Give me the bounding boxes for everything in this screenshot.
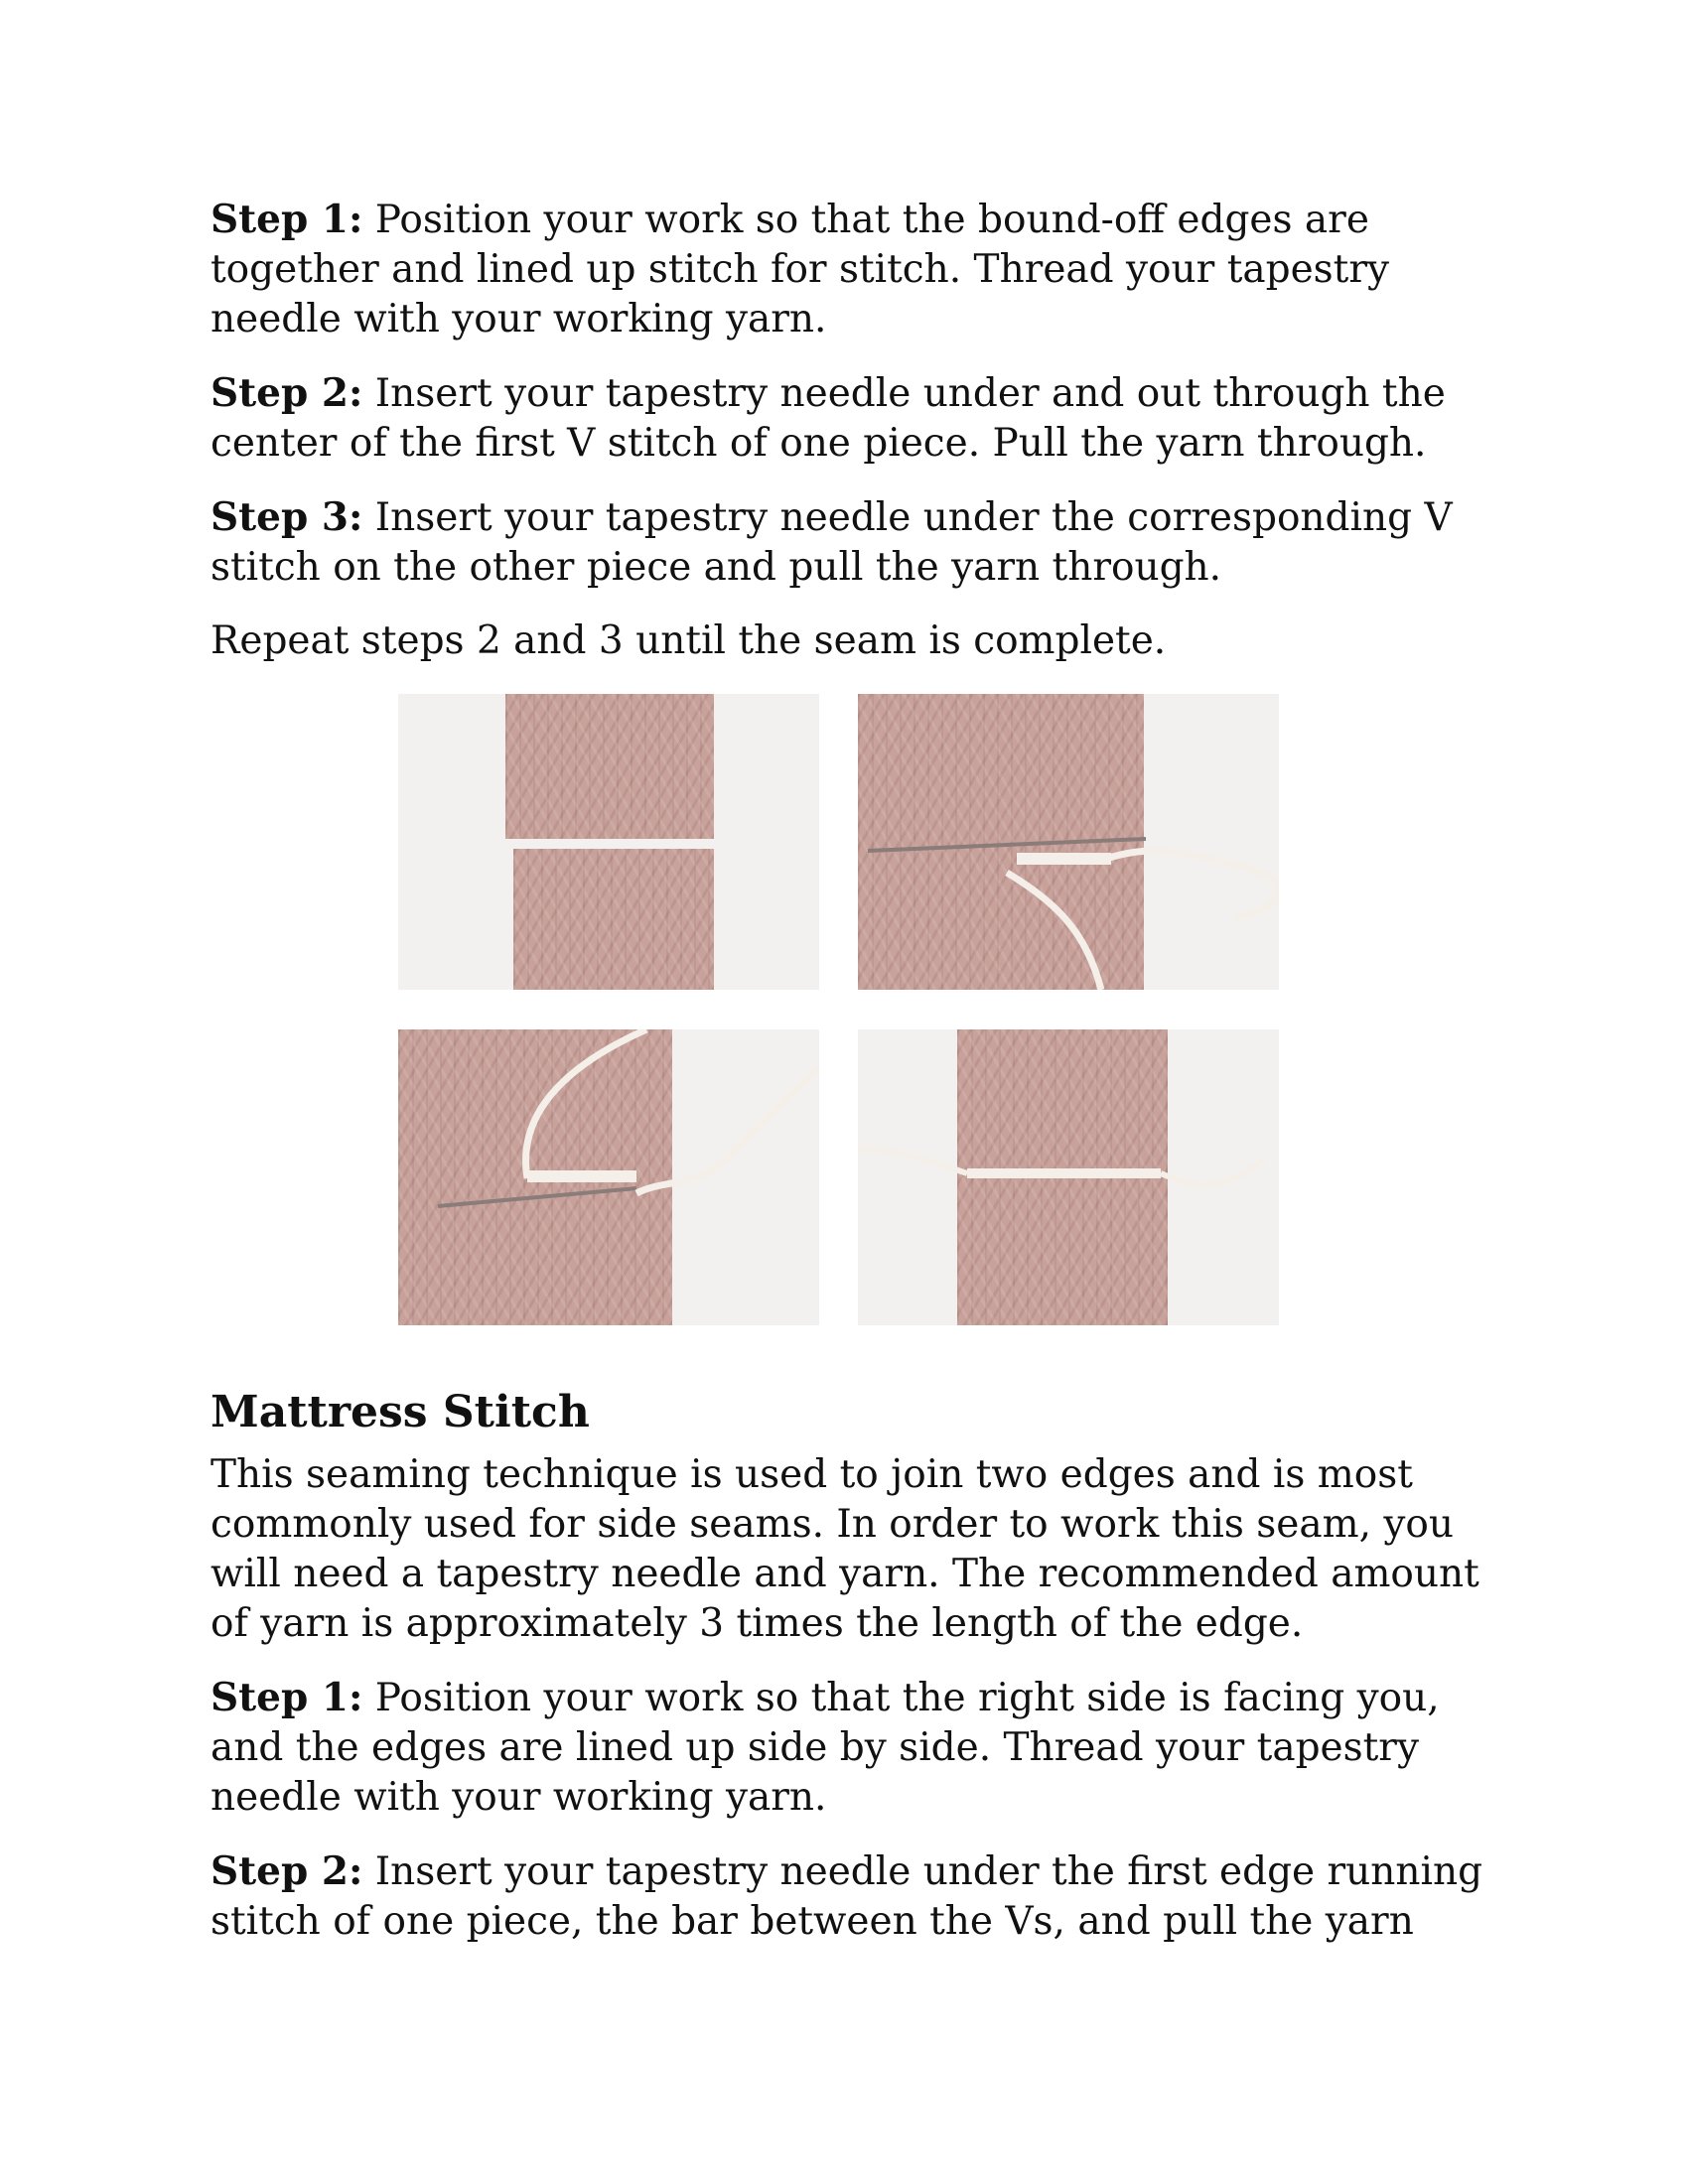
tapestry-needle [438, 1188, 636, 1206]
seam-stitches [1017, 853, 1111, 865]
tapestry-needle [868, 839, 1146, 851]
yarn-tail-right [1161, 1159, 1265, 1184]
photo-second-stitch [398, 1029, 819, 1325]
page-content [211, 195, 1491, 1971]
seam-stitches [967, 1168, 1161, 1178]
step-text: Insert your tapestry needle under the corresponding V stitch on the other piece and pull the yarn through. [211, 495, 1453, 590]
step-2-paragraph [211, 1846, 1491, 1947]
step-1-paragraph [211, 1673, 1491, 1823]
yarn-drawing [858, 1029, 1279, 1325]
step-label: Step 1: [211, 197, 363, 242]
step-text: Position your work so that the right side is facing you, and the edges are lined up side by side. Thread your tapestry needle with your working yarn. [211, 1676, 1440, 1820]
photo-completed-seam [858, 1029, 1279, 1325]
intro-paragraph: This seaming technique is used to join two edges and is most commonly used for side seams. In order to work this seam, you will need a tapestry needle and yarn. The recommended amount of yarn is approximately 3 times the length of the edge. [211, 1452, 1479, 1646]
repeat-note: Repeat steps 2 and 3 until the seam is complete. [211, 618, 1167, 663]
step-text: Position your work so that the bound-off edges are together and lined up stitch for stitch. Thread your tapestry needle with your working yarn. [211, 198, 1390, 341]
yarn-and-needle-drawing [398, 1029, 819, 1325]
working-yarn [1106, 851, 1279, 917]
step-label: Step 3: [211, 494, 363, 540]
step-label: Step 2: [211, 1848, 363, 1894]
knit-swatch-top [505, 694, 714, 839]
yarn-tail [1007, 873, 1101, 990]
section-heading: Mattress Stitch [211, 1387, 590, 1437]
step-3-paragraph [211, 492, 1491, 593]
seaming-photo-grid [398, 694, 1240, 1325]
yarn-tail-left [858, 1149, 967, 1173]
yarn-and-needle-drawing [858, 694, 1279, 990]
photo-first-stitch [858, 694, 1279, 990]
step-1-paragraph [211, 195, 1491, 344]
yarn-tail [526, 1029, 647, 1178]
step-text: Insert your tapestry needle under the first edge running stitch of one piece, the bar between the Vs, and pull the yarn [211, 1849, 1483, 1944]
seam-stitches [527, 1170, 636, 1182]
step-label: Step 2: [211, 370, 363, 416]
step-text: Insert your tapestry needle under and out through the center of the first V stitch of one piece. Pull the yarn through. [211, 371, 1446, 466]
step-label: Step 1: [211, 1675, 363, 1720]
knit-swatch-bottom [513, 849, 714, 990]
photo-pieces-aligned [398, 694, 819, 990]
step-2-paragraph [211, 368, 1491, 469]
working-yarn [636, 1069, 819, 1193]
